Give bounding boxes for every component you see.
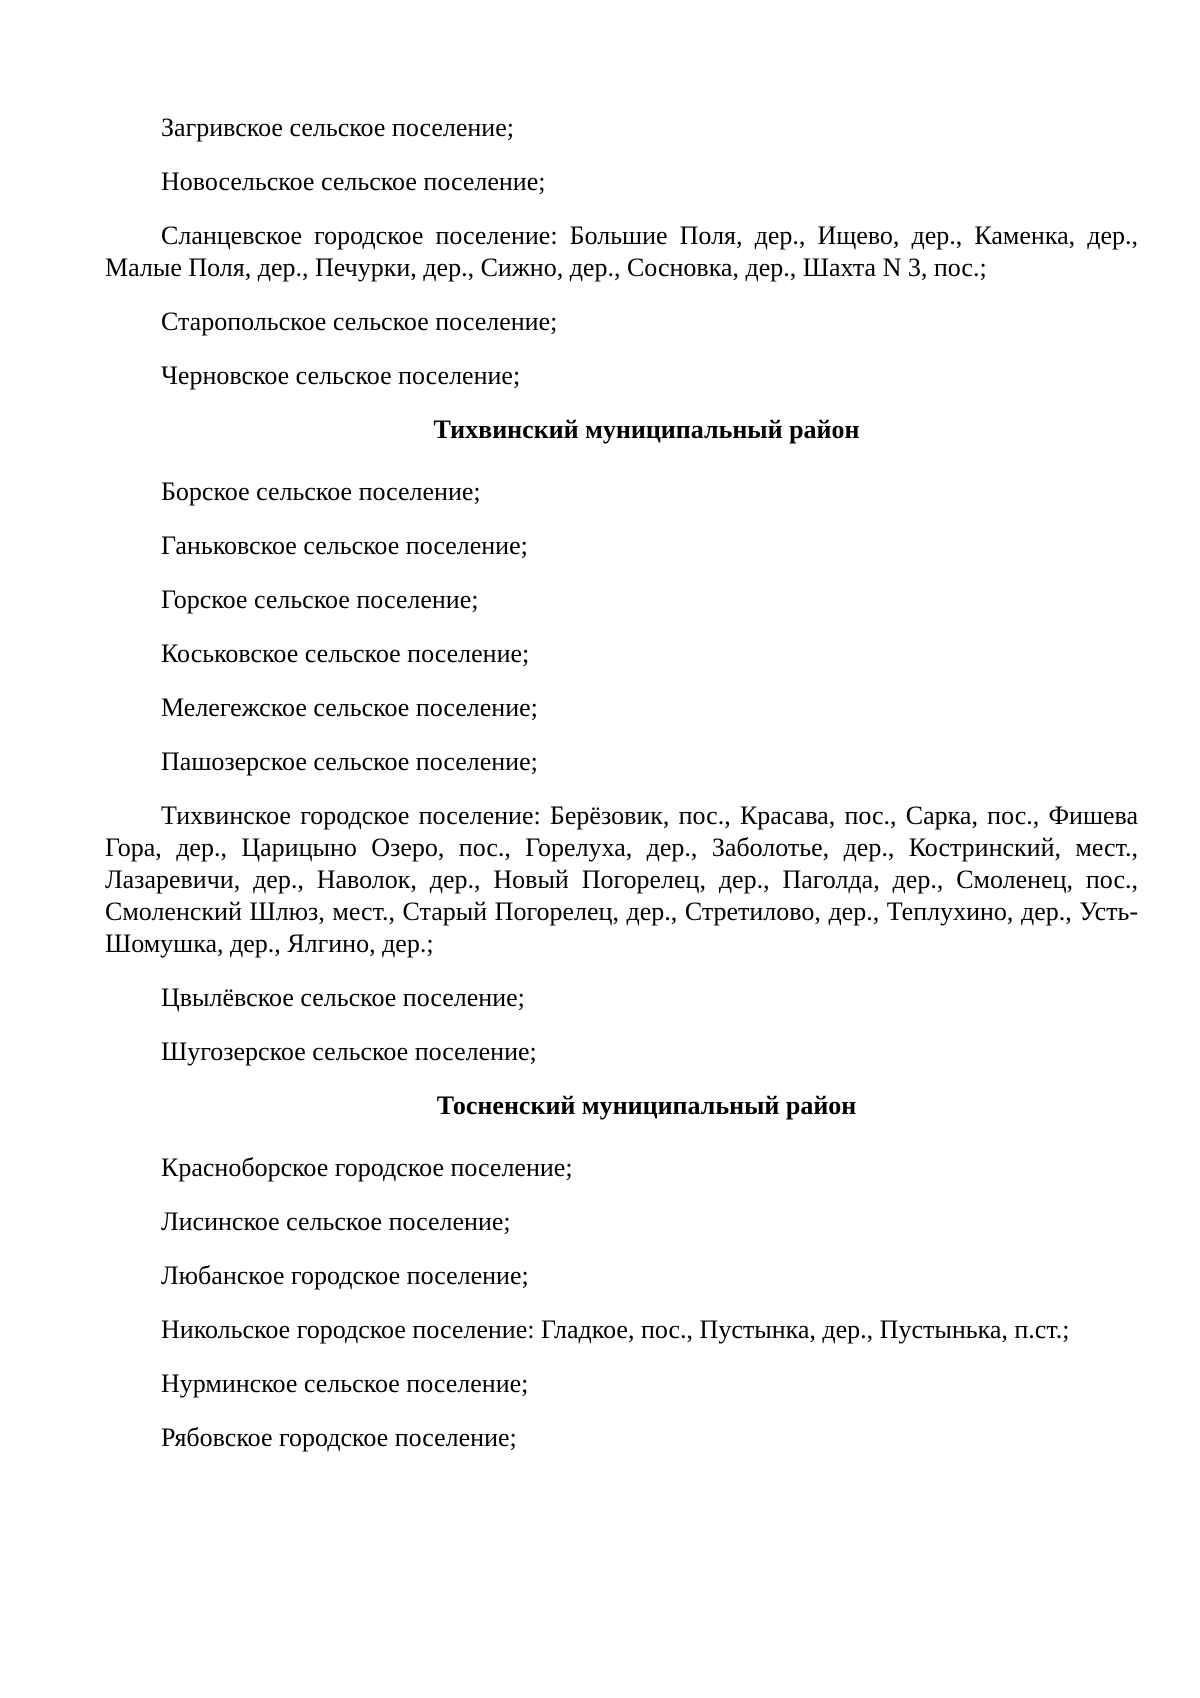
list-item: Новосельское сельское поселение; [161, 167, 546, 196]
list-item: Горское сельское поселение; [161, 585, 479, 614]
list-item: Борское сельское поселение; [161, 477, 481, 506]
list-item: Коськовское сельское поселение; [161, 639, 530, 668]
list-item: Лисинское сельское поселение; [161, 1207, 511, 1236]
list-item: Черновское сельское поселение; [161, 361, 521, 390]
section-heading: Тихвинский муниципальный район [433, 415, 860, 444]
list-item: Загривское сельское поселение; [161, 113, 514, 142]
list-item: Любанское городское поселение; [161, 1261, 529, 1290]
list-item: Красноборское городское поселение; [161, 1153, 573, 1182]
list-item: Мелегежское сельское поселение; [161, 693, 538, 722]
section-heading: Тосненский муниципальный район [436, 1091, 857, 1120]
list-item: Тихвинское городское поселение: Берёзовик, пос., Красава, пос., Сарка, пос., Фишева Гора, дер., Царицыно Озеро, пос., Горелуха, дер., Заболотье, дер., Костринский, мест., Лазаревичи, дер., Наволок, дер., Новый Погорелец, дер., Паголда, дер., Смоленец, пос., Смоленский Шлюз, мест., Старый Погорелец, дер., Стретилово, дер., Теплухино, дер., Усть-Шомушка, дер., Ялгино, дер.; [105, 801, 1138, 958]
list-item: Старопольское сельское поселение; [161, 307, 558, 336]
list-item: Цвылёвское сельское поселение; [161, 983, 525, 1012]
list-item: Пашозерское сельское поселение; [161, 747, 538, 776]
list-item: Рябовское городское поселение; [161, 1423, 517, 1452]
list-item: Нурминское сельское поселение; [161, 1369, 529, 1398]
list-item: Шугозерское сельское поселение; [161, 1037, 537, 1066]
list-item: Сланцевское городское поселение: Большие Поля, дер., Ищево, дер., Каменка, дер., Малые Поля, дер., Печурки, дер., Сижно, дер., Сосновка, дер., Шахта N 3, пос.; [105, 221, 1138, 282]
list-item: Ганьковское сельское поселение; [161, 531, 528, 560]
list-item: Никольское городское поселение: Гладкое, пос., Пустынка, дер., Пустынька, п.ст.; [161, 1315, 1070, 1344]
